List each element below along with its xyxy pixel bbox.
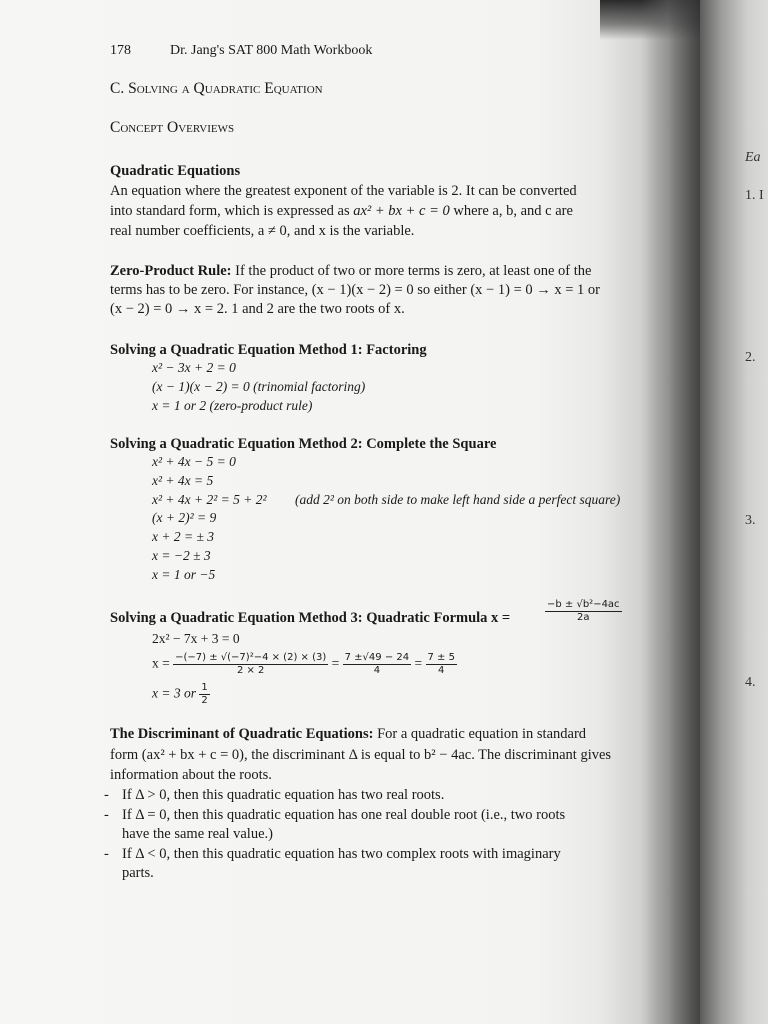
frac2-denominator: 4 <box>373 665 381 676</box>
method2-step: x = 1 or −5 <box>152 567 216 582</box>
method2-heading: Solving a Quadratic Equation Method 2: Complete the Square <box>110 436 497 452</box>
result-text: x = 3 or <box>152 685 196 701</box>
formula-numerator: −b ± √b²−4ac <box>547 599 620 610</box>
method3-fraction-2 <box>343 652 411 677</box>
frac3-denominator: 4 <box>438 665 445 676</box>
method1-step: (x − 1)(x − 2) = 0 (trinomial factoring) <box>152 379 366 394</box>
method2-step: x² + 4x + 2² = 5 + 2² <box>152 492 267 507</box>
frac1-denominator: 2 × 2 <box>236 665 265 676</box>
bullet-item-cont: parts. <box>122 865 154 881</box>
formula-denominator: 2a <box>577 612 590 623</box>
bullet-item: If Δ < 0, then this quadratic equation has two complex roots with imaginary <box>122 846 561 862</box>
quadratic-equations-heading: Quadratic Equations <box>110 163 241 179</box>
method2-step: x² + 4x = 5 <box>152 473 214 488</box>
qe-line-1: An equation where the greatest exponent of the variable is 2. It can be converted <box>110 183 577 199</box>
method1-heading: Solving a Quadratic Equation Method 1: Factoring <box>110 342 427 358</box>
method2-step: x + 2 = ± 3 <box>152 529 214 544</box>
method3-equation: 2x² − 7x + 3 = 0 <box>152 631 240 646</box>
method2-note: (add 2² on both side to make left hand side a perfect square) <box>295 492 621 507</box>
method2-step: x = −2 ± 3 <box>152 548 211 563</box>
section-title: C. Solving a Quadratic Equation <box>110 80 323 97</box>
equals-sign: = <box>414 655 423 671</box>
disc-line-1-text: For a quadratic equation in standard <box>377 726 587 742</box>
method1-step: x² − 3x + 2 = 0 <box>152 360 236 375</box>
method2-step: x² + 4x − 5 = 0 <box>152 454 236 469</box>
equals-sign: = <box>331 655 340 671</box>
frac1-numerator: −(−7) ± √(−7)²−4 × (2) × (3) <box>175 652 327 663</box>
method3-fraction-1 <box>173 652 328 677</box>
next-page-item: 1. I <box>745 188 764 203</box>
bullet-marker: - <box>104 846 109 862</box>
disc-line-3: information about the roots. <box>110 767 272 783</box>
frac3-numerator: 7 ± 5 <box>427 652 455 663</box>
zp-line-3: (x − 2) = 0 → x = 2. 1 and 2 are the two roots of x. <box>110 301 405 317</box>
discriminant-label: The Discriminant of Quadratic Equations: <box>110 726 374 742</box>
zp-line-1-text: If the product of two or more terms is zero, at least one of the <box>235 263 592 279</box>
result-fraction <box>199 682 209 707</box>
next-page-item: 4. <box>745 675 756 690</box>
book-title: Dr. Jang's SAT 800 Math Workbook <box>170 43 373 58</box>
bullet-marker: - <box>104 787 109 803</box>
method3-solution <box>152 652 457 677</box>
next-page-item: 2. <box>745 350 756 365</box>
zero-product-label: Zero-Product Rule: <box>110 263 232 279</box>
qe-line-2 <box>110 202 573 220</box>
zp-line-2: terms has to be zero. For instance, (x − 1)(x − 2) = 0 so either (x − 1) = 0 → x = 1 or <box>110 282 600 298</box>
bullet-marker: - <box>104 807 109 823</box>
qe-line-2-pre: into standard form, which is expressed as <box>110 203 350 219</box>
method2-step: (x + 2)² = 9 <box>152 510 217 525</box>
next-page-heading: Ea <box>745 150 761 165</box>
next-page-item: 3. <box>745 513 756 528</box>
method3-fraction-3 <box>426 652 457 677</box>
standard-form-formula: ax² + bx + c = 0 <box>353 203 450 219</box>
quadratic-formula <box>545 599 622 624</box>
quadratic-formula-fraction <box>545 599 622 624</box>
bullet-item: If Δ = 0, then this quadratic equation has one real double root (i.e., two roots <box>122 807 566 823</box>
method3-heading: Solving a Quadratic Equation Method 3: Quadratic Formula x = <box>110 610 511 626</box>
result-denominator: 2 <box>201 695 208 706</box>
frac2-numerator: 7 ±√49 − 24 <box>344 652 410 663</box>
page-number: 178 <box>110 43 131 58</box>
bullet-item: If Δ > 0, then this quadratic equation has two real roots. <box>122 787 445 803</box>
qe-line-2-post: where a, b, and c are <box>453 203 573 219</box>
result-numerator: 1 <box>201 682 208 693</box>
subsection-title: Concept Overviews <box>110 119 235 136</box>
disc-line-1 <box>110 725 586 743</box>
method3-x-eq: x = <box>152 655 170 671</box>
bullet-item-cont: have the same real value.) <box>122 826 273 842</box>
disc-line-2: form (ax² + bx + c = 0), the discriminant Δ is equal to b² − 4ac. The discriminant gives <box>110 747 612 763</box>
zp-line-1 <box>110 262 591 280</box>
method3-result <box>152 682 210 707</box>
method1-step: x = 1 or 2 (zero-product rule) <box>152 398 313 413</box>
qe-line-3: real number coefficients, a ≠ 0, and x is the variable. <box>110 223 415 239</box>
